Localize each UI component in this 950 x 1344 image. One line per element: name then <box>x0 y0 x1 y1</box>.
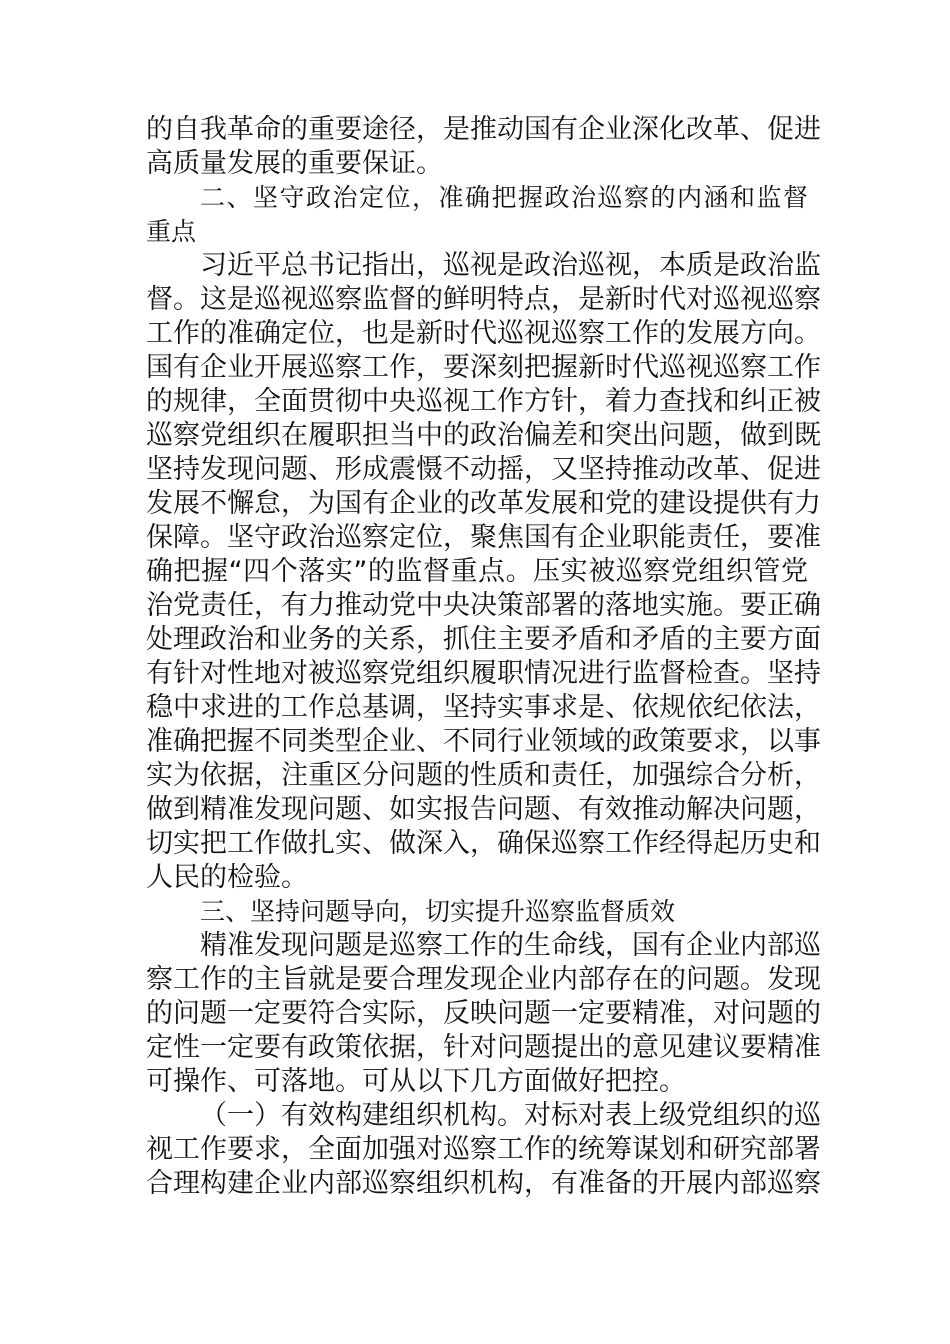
paragraph-line: 工作的准确定位，也是新时代巡视巡察工作的发展方向。 <box>146 318 821 349</box>
paragraph-line: 治党责任，有力推动党中央决策部署的落地实施。要正确 <box>146 590 821 621</box>
paragraph-line: 习近平总书记指出，巡视是政治巡视，本质是政治监 <box>200 250 821 281</box>
paragraph-line: 察工作的主旨就是要合理发现企业内部存在的问题。发现 <box>146 964 821 995</box>
document-body <box>146 113 821 1201</box>
paragraph-line: 实为依据，注重区分问题的性质和责任，加强综合分析， <box>146 760 821 791</box>
paragraph-line: 保障。坚守政治巡察定位，聚焦国有企业职能责任，要准 <box>146 522 821 553</box>
section-heading-line: 二、坚守政治定位，准确把握政治巡察的内涵和监督 <box>200 183 808 212</box>
section-heading-line: 三、坚持问题导向，切实提升巡察监督质效 <box>200 897 676 926</box>
paragraph-line: 准确把握不同类型企业、不同行业领域的政策要求，以事 <box>146 726 821 757</box>
paragraph-line: 人民的检验。 <box>146 862 308 893</box>
paragraph-line: 确把握“四个落实”的监督重点。压实被巡察党组织管党 <box>146 556 808 587</box>
paragraph-line: 高质量发展的重要保证。 <box>146 148 443 179</box>
paragraph-line: 定性一定要有政策依据，针对问题提出的意见建议要精准 <box>146 1032 821 1063</box>
paragraph-line: 坚持发现问题、形成震慑不动摇，又坚持推动改革、促进 <box>146 454 821 485</box>
paragraph-line: 有针对性地对被巡察党组织履职情况进行监督检查。坚持 <box>146 658 821 689</box>
section-heading-line: 重点 <box>146 217 197 246</box>
paragraph-line: 的规律，全面贯彻中央巡视工作方针，着力查找和纠正被 <box>146 386 821 417</box>
paragraph-line: 做到精准发现问题、如实报告问题、有效推动解决问题， <box>146 794 821 825</box>
paragraph-line: 切实把工作做扎实、做深入，确保巡察工作经得起历史和 <box>146 828 821 859</box>
paragraph-line: 督。这是巡视巡察监督的鲜明特点，是新时代对巡视巡察 <box>146 284 821 315</box>
paragraph-line: 处理政治和业务的关系，抓住主要矛盾和矛盾的主要方面 <box>146 624 821 655</box>
paragraph-line: 的问题一定要符合实际，反映问题一定要精准，对问题的 <box>146 998 821 1029</box>
paragraph-line: 精准发现问题是巡察工作的生命线，国有企业内部巡 <box>200 930 821 961</box>
paragraph-line: 合理构建企业内部巡察组织机构，有准备的开展内部巡察 <box>146 1168 821 1199</box>
paragraph-line: 的自我革命的重要途径，是推动国有企业深化改革、促进 <box>146 114 821 145</box>
paragraph-line: 巡察党组织在履职担当中的政治偏差和突出问题，做到既 <box>146 420 821 451</box>
paragraph-line: 发展不懈怠，为国有企业的改革发展和党的建设提供有力 <box>146 488 821 519</box>
paragraph-line: （一）有效构建组织机构。对标对表上级党组织的巡 <box>200 1100 821 1131</box>
paragraph-line: 稳中求进的工作总基调，坚持实事求是、依规依纪依法， <box>146 692 821 723</box>
paragraph-line: 国有企业开展巡察工作，要深刻把握新时代巡视巡察工作 <box>146 352 821 383</box>
paragraph-line: 可操作、可落地。可从以下几方面做好把控。 <box>146 1066 686 1097</box>
paragraph-line: 视工作要求，全面加强对巡察工作的统筹谋划和研究部署 <box>146 1134 821 1165</box>
